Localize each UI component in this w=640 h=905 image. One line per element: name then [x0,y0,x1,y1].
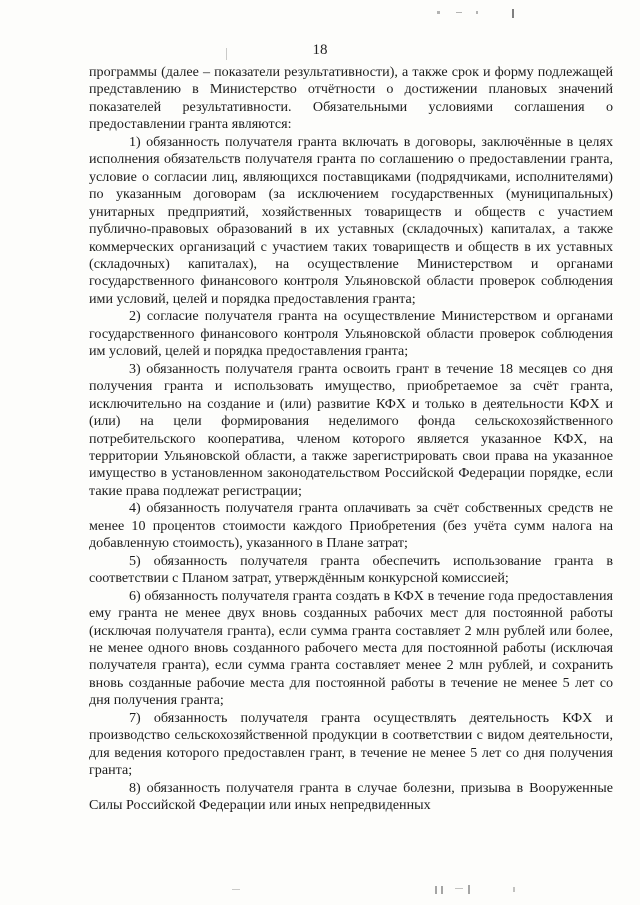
scan-artifact [456,12,462,13]
scan-artifact [468,885,470,894]
scan-artifact [512,9,514,18]
scan-artifact [435,886,437,894]
paragraph-item-7: 7) обязанность получателя гранта осуществлять деятельность КФХ и производство сельскохозяйственной продукции в соответствии с видом деятельности, для ведения которого предоставлен грант, в течение не менее 5 лет со дня получения гранта; [89,709,613,779]
paragraph-item-1: 1) обязанность получателя гранта включать в договоры, заключённые в целях исполнения обязательств получателя гранта по соглашению о предоставлении гранта, условие о согласии лиц, являющихся поставщиками (подрядчиками, исполнителями) по указанным договорам (за исключением государственных (муниципальных) унитарных предприятий, хозяйственных товариществ и обществ с участием публично-правовых образований в их уставных (складочных) капиталах, а также коммерческих организаций с участием таких товариществ и обществ в их уставных (складочных) капиталах), на осуществление Министерством и органами государственного финансового контроля Ульяновской области проверок соблюдения ими условий, целей и порядка предоставления гранта; [89,133,613,307]
scan-artifact [455,888,463,889]
paragraph-item-8: 8) обязанность получателя гранта в случае болезни, призыва в Вооруженные Силы Российской Федерации или иных непредвиденных [89,779,613,814]
paragraph-item-6: 6) обязанность получателя гранта создать в КФХ в течение года предоставления ему гранта не менее двух вновь созданных рабочих мест для постоянной работы (исключая получателя гранта), если сумма гранта составляет 2 млн рублей или более, не менее одного вновь созданного рабочего места для постоянной работы (исключая получателя гранта), если сумма гранта составляет менее 2 млн рублей, и сохранить вновь созданные рабочие места для постоянной работы в течение не менее 5 лет со дня получения гранта; [89,587,613,709]
scan-artifact [232,889,240,890]
paragraph-item-4: 4) обязанность получателя гранта оплачивать за счёт собственных средств не менее 10 процентов стоимости каждого Приобретения (без учёта сумм налога на добавленную стоимость), указанного в Плане затрат; [89,500,613,552]
paragraph-item-5: 5) обязанность получателя гранта обеспечить использование гранта в соответствии с Планом затрат, утверждённым конкурсной комиссией; [89,552,613,587]
paragraph-continuation: программы (далее – показатели результативности), а также срок и форму подлежащей представлению в Министерство отчётности о достижении плановых значений показателей результативности. Обязательными условиями соглашения о предоставлении гранта являются: [89,64,613,133]
document-body [89,64,613,814]
scan-artifact [441,886,443,894]
scan-artifact [437,11,440,14]
scan-artifact [513,887,515,892]
paragraph-item-3: 3) обязанность получателя гранта освоить грант в течение 18 месяцев со дня получения гранта и использовать имущество, приобретаемое за счёт гранта, исключительно на создание и (или) развитие КФХ и только в деятельности КФХ и (или) на цели формирования неделимого фонда сельскохозяйственного потребительского кооператива, членом которого является указанное КФХ, на территории Ульяновской области, а также зарегистрировать свои права на указанное имущество в установленном законодательством Российской Федерации порядке, если такие права подлежат регистрации; [89,360,613,499]
paragraph-item-2: 2) согласие получателя гранта на осуществление Министерством и органами государственного финансового контроля Ульяновской области проверок соблюдения им условий, целей и порядка предоставления гранта; [89,308,613,360]
scan-artifact [476,11,478,14]
page-number: 18 [312,42,328,58]
